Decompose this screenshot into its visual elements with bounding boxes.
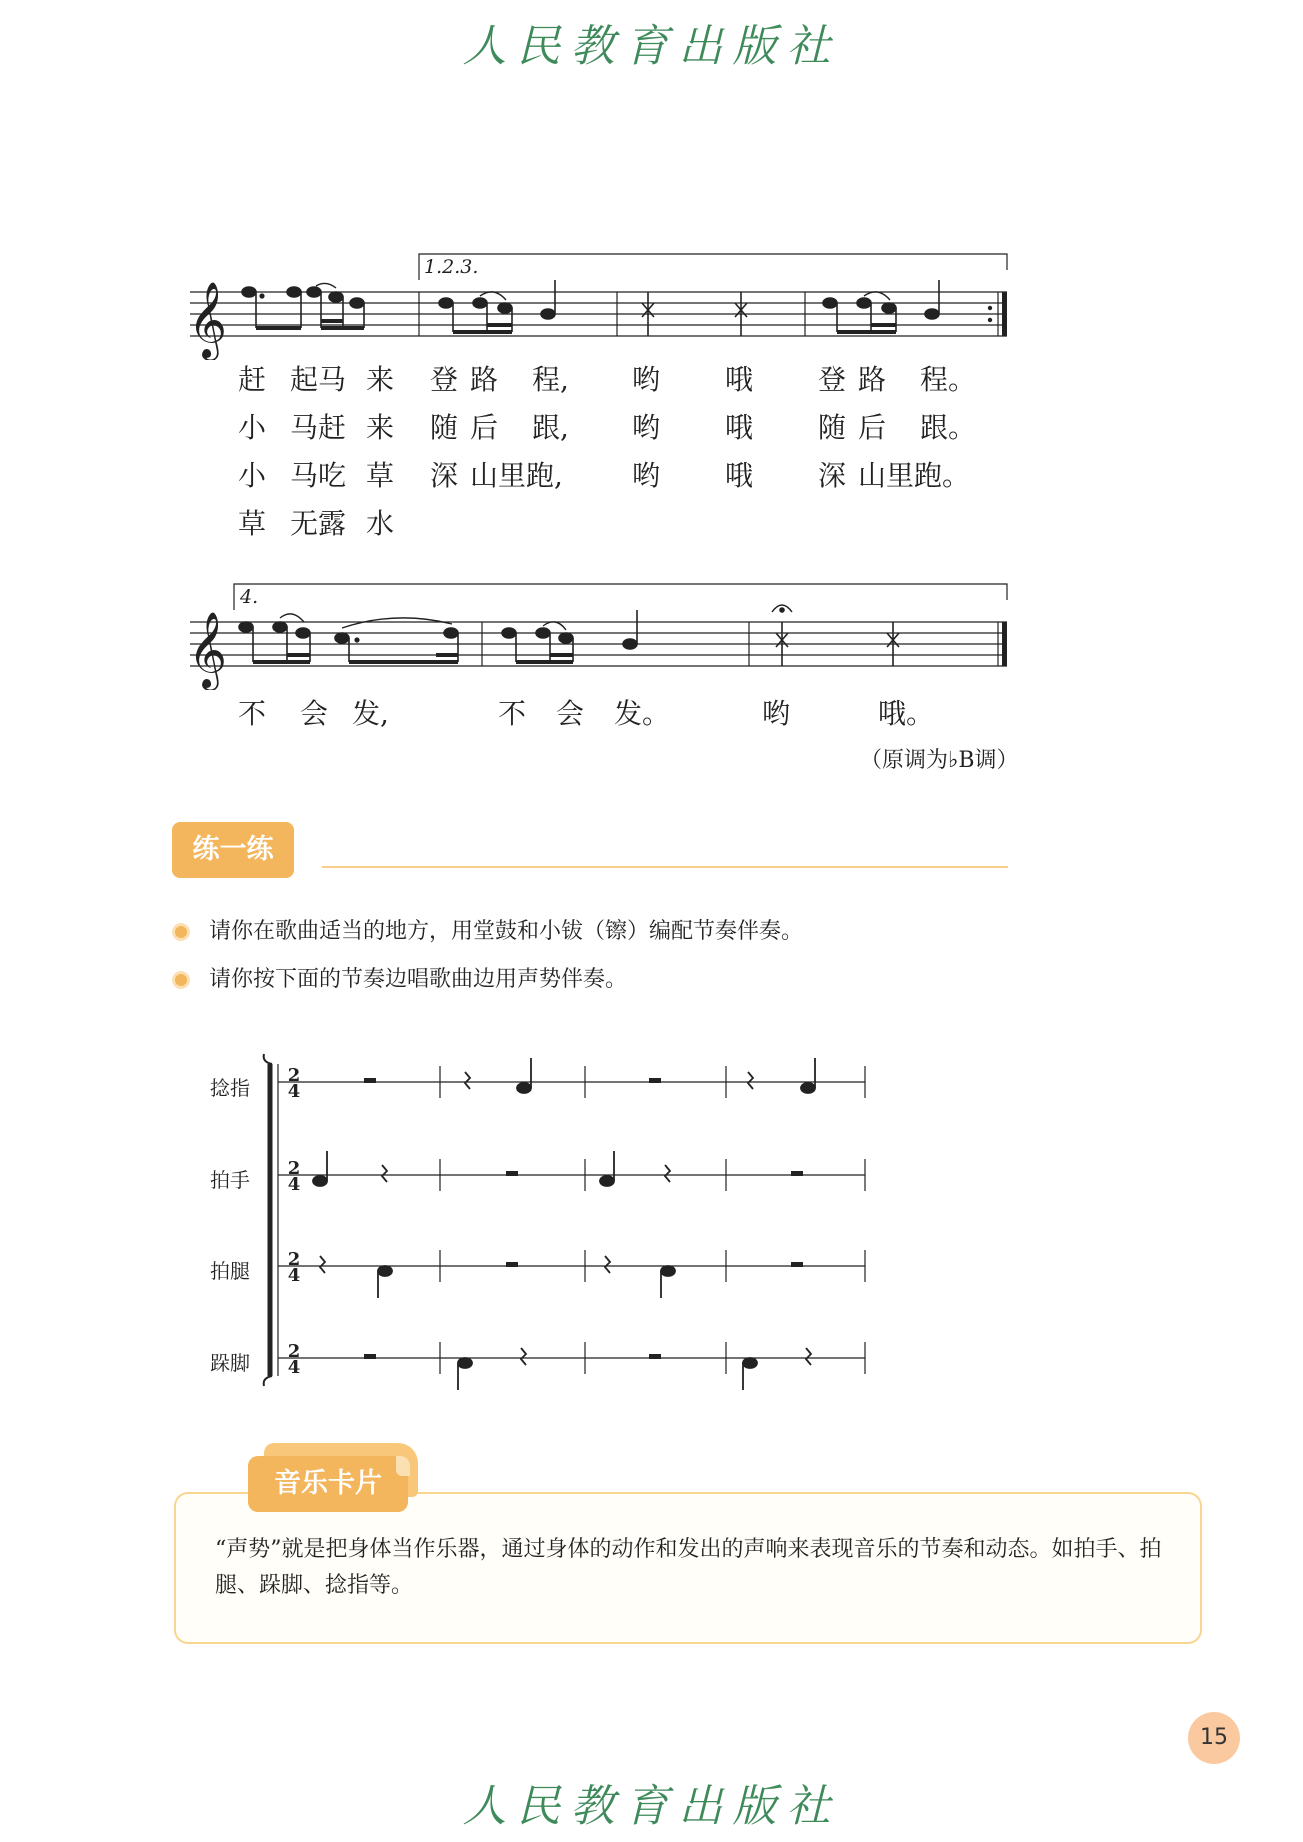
- svg-text:2: 2: [287, 1158, 301, 1179]
- svg-text:4: 4: [287, 1265, 301, 1286]
- treble-clef: 𝄞: [188, 281, 228, 358]
- part-label-clap: 拍手: [210, 1168, 250, 1192]
- score-staff-1: [0, 240, 1303, 360]
- rhythm-score: [0, 1050, 1303, 1390]
- original-key-note: （原调为♭B调）: [860, 748, 1019, 773]
- page-number: 15: [1188, 1712, 1240, 1764]
- score-staff-2: [0, 570, 1303, 690]
- part-label-snap: 捻指: [210, 1076, 250, 1100]
- part-label-thigh: 拍腿: [210, 1259, 250, 1283]
- publisher-watermark-top: 人民教育出版社: [462, 21, 841, 72]
- svg-text:2: 2: [287, 1249, 301, 1270]
- svg-text:2: 2: [287, 1341, 301, 1362]
- music-card-title: 音乐卡片: [248, 1456, 408, 1512]
- svg-text:4: 4: [287, 1174, 301, 1195]
- volta-label-1: 1.2.3.: [424, 256, 479, 278]
- bullet-icon: [175, 974, 187, 986]
- section-divider: [322, 866, 1008, 868]
- svg-text:4: 4: [287, 1357, 301, 1378]
- practice-section-title: 练一练: [172, 822, 294, 878]
- publisher-watermark-bottom: 人民教育出版社: [462, 1781, 841, 1832]
- part-label-stomp: 跺脚: [210, 1351, 250, 1375]
- time-sig-bottom: 4: [287, 1081, 301, 1102]
- exercise-item-2: 请你按下面的节奏边唱歌曲边用声势伴奏。: [175, 962, 627, 993]
- time-sig-top: 2: [287, 1065, 301, 1086]
- treble-clef-2: 𝄞: [188, 611, 228, 688]
- volta-label-2: 4.: [240, 586, 259, 608]
- bullet-icon: [175, 926, 187, 938]
- card-fold-icon: [396, 1456, 410, 1476]
- music-card-text: “声势”就是把身体当作乐器，通过身体的动作和发出的声响来表现音乐的节奏和动态。如拍手、拍腿、跺脚、捻指等。: [215, 1537, 1162, 1598]
- exercise-item-1: 请你在歌曲适当的地方，用堂鼓和小钹（镲）编配节奏伴奏。: [175, 914, 803, 945]
